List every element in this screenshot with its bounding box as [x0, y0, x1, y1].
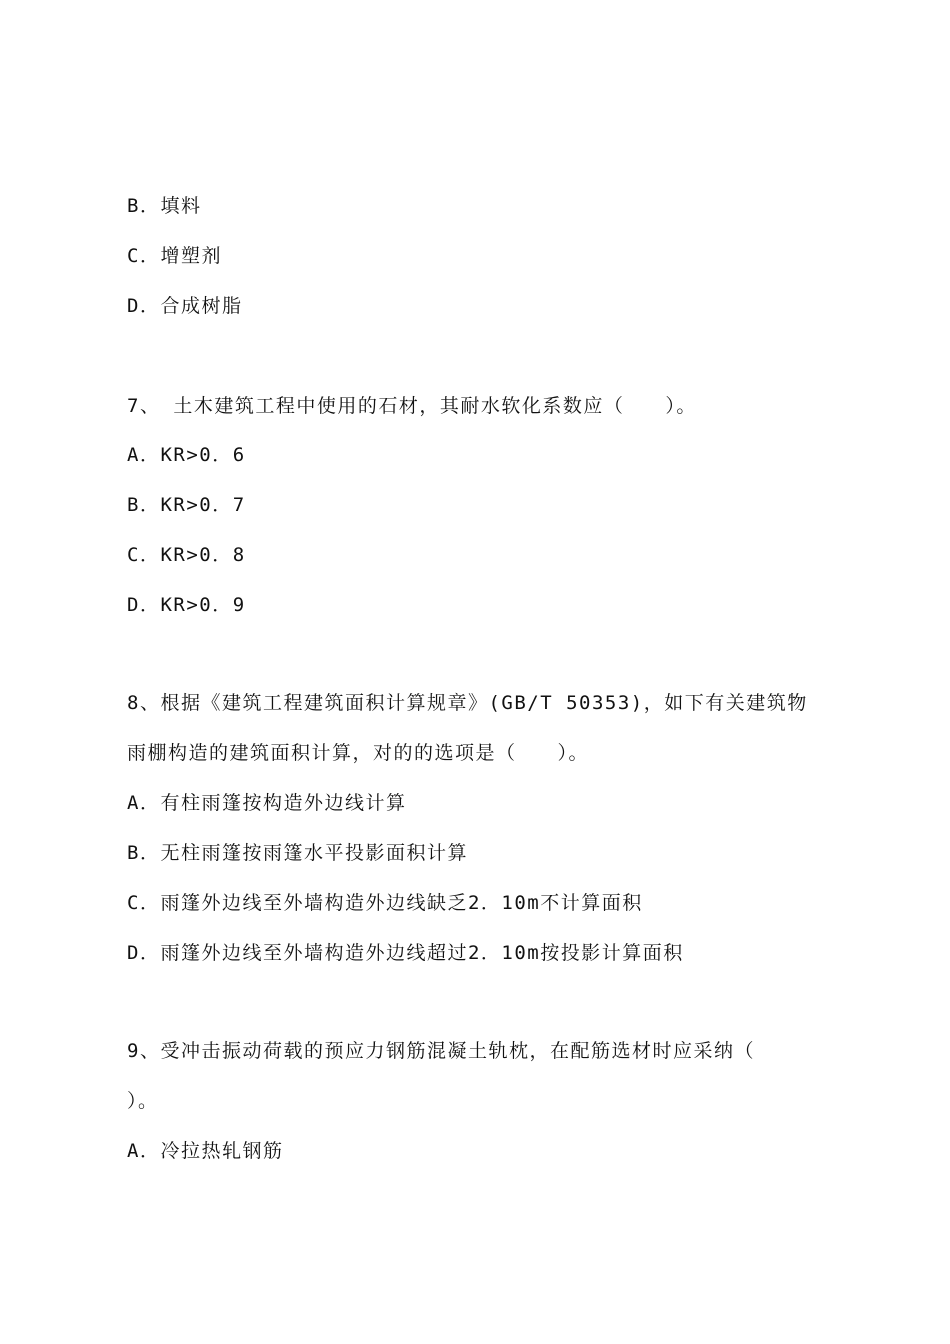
q6-option-b: B．填料 — [127, 195, 202, 217]
q8-stem-line-1: 8、根据《建筑工程建筑面积计算规章》(GB/T 50353)，如下有关建筑物 — [127, 692, 808, 714]
q8-option-a: A．有柱雨篷按构造外边线计算 — [127, 792, 407, 814]
q9-stem-line-1: 9、受冲击振动荷载的预应力钢筋混凝土轨枕，在配筋选材时应采纳（ — [127, 1040, 755, 1062]
q7-stem: 7、 土木建筑工程中使用的石材，其耐水软化系数应（ ）。 — [127, 395, 697, 417]
q9-option-a: A．冷拉热轧钢筋 — [127, 1140, 284, 1162]
q7-option-d: D．KR>0．9 — [127, 594, 246, 616]
q8-option-d: D．雨篷外边线至外墙构造外边线超过2．10m按投影计算面积 — [127, 942, 684, 964]
q7-option-c: C．KR>0．8 — [127, 544, 246, 566]
q6-option-c: C．增塑剂 — [127, 245, 222, 267]
q8-stem-line-2: 雨棚构造的建筑面积计算，对的的选项是（ ）。 — [127, 742, 590, 764]
q8-option-c: C．雨篷外边线至外墙构造外边线缺乏2．10m不计算面积 — [127, 892, 643, 914]
q7-option-a: A．KR>0．6 — [127, 444, 246, 466]
q7-option-b: B．KR>0．7 — [127, 494, 246, 516]
q6-option-d: D．合成树脂 — [127, 295, 243, 317]
q9-stem-line-2: ）。 — [127, 1090, 159, 1112]
q8-option-b: B．无柱雨篷按雨篷水平投影面积计算 — [127, 842, 468, 864]
